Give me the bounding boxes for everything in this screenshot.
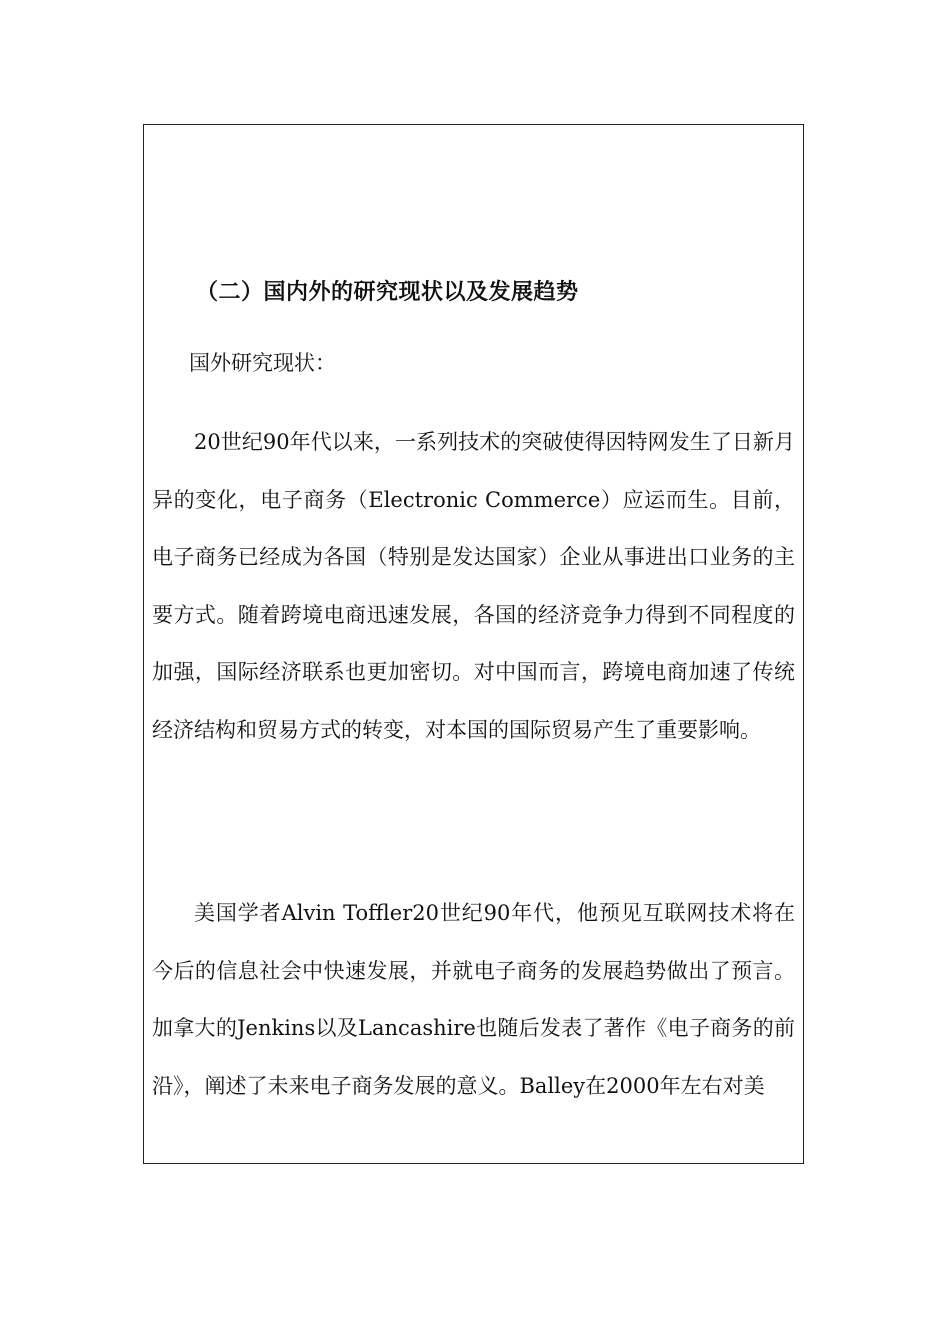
- document-frame: [143, 124, 804, 1164]
- subsection-label: 国外研究现状：: [189, 351, 336, 375]
- paragraph-2: 美国学者Alvin Toffler20世纪90年代，他预见互联网技术将在今后的信息社会中快速发展，并就电子商务的发展趋势做出了预言。加拿大的Jenkins以及Lancashire也随后发表了著作《电子商务的前沿》，阐述了未来电子商务发展的意义。Balley在2000年左右对美: [152, 901, 795, 1098]
- section-heading: （二）国内外的研究现状以及发展趋势: [196, 280, 579, 305]
- paragraph-1: 20世纪90年代以来，一系列技术的突破使得因特网发生了日新月异的变化，电子商务（Electronic Commerce）应运而生。目前，电子商务已经成为各国（特别是发达国家）企业从事进出口业务的主要方式。随着跨境电商迅速发展，各国的经济竞争力得到不同程度的加强，国际经济联系也更加密切。对中国而言，跨境电商加速了传统经济结构和贸易方式的转变，对本国的国际贸易产生了重要影响。: [152, 430, 795, 742]
